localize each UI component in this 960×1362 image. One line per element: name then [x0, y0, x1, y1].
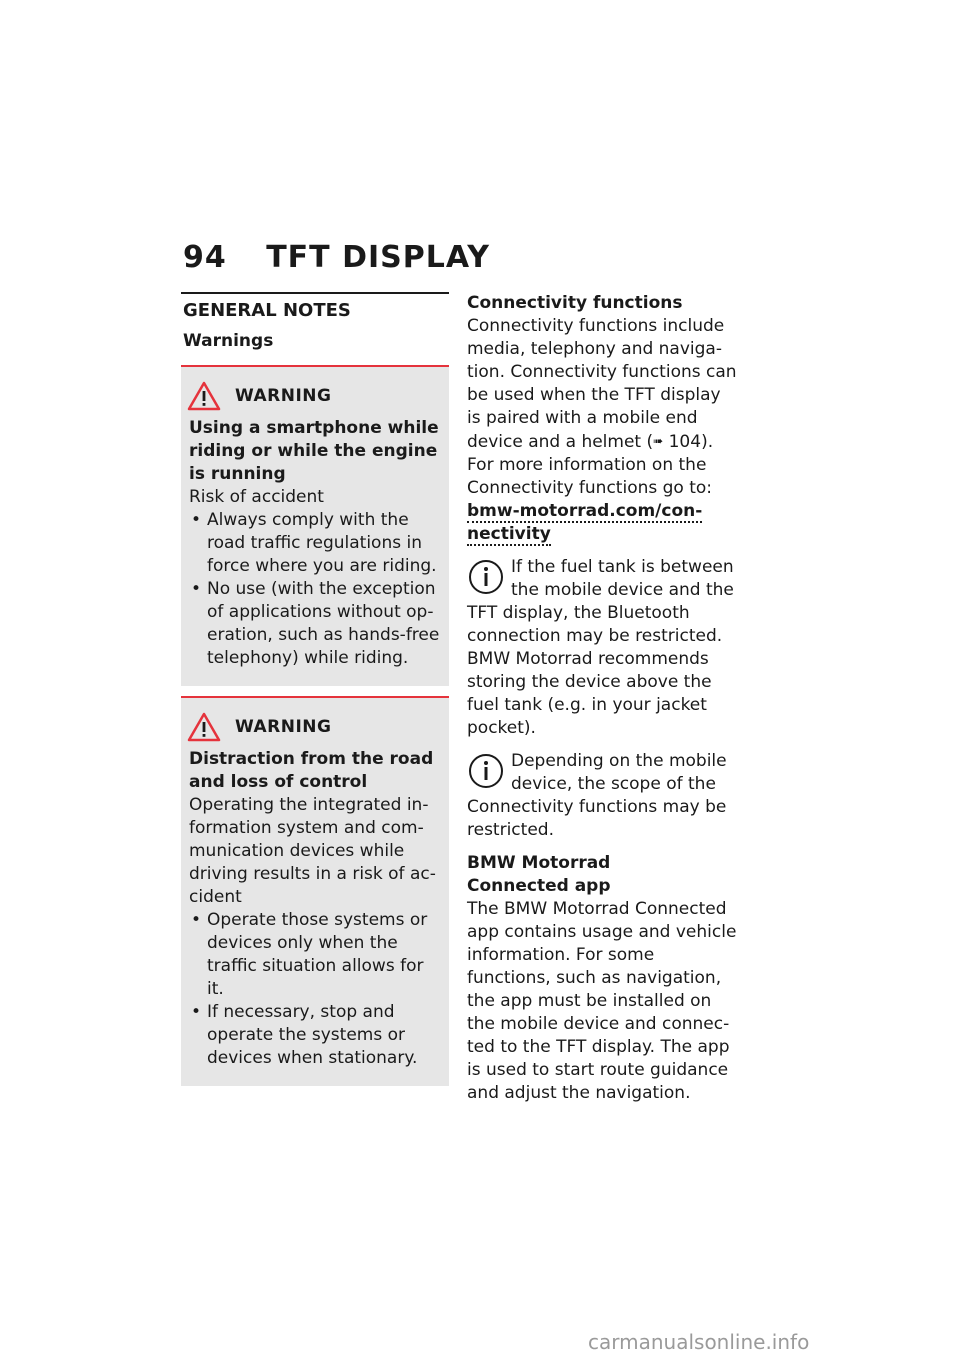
page-number: 94	[183, 240, 227, 275]
right-column	[467, 292, 739, 1105]
section-title: GENERAL NOTES	[183, 300, 351, 321]
page-reference-arrow-icon: ➠	[653, 434, 664, 448]
bullet-item: • No use (with the exception of applications without operation, such as hands-free telephony) while riding.	[189, 578, 441, 670]
chapter-title: TFT DISPLAY	[266, 240, 490, 275]
warning-heading: Using a smartphone while riding or while the engine is running	[189, 418, 439, 484]
warning-bullets	[189, 509, 441, 670]
info-icon	[467, 558, 505, 596]
warning-risk: Operating the integrated information system and communication devices while driving results in a risk of accident	[189, 795, 436, 907]
bullet-item: • Operate those systems or devices only when the traffic situation allows for it.	[189, 909, 441, 1001]
warning-box-smartphone	[181, 365, 449, 686]
warning-triangle-icon	[187, 381, 221, 411]
connectivity-heading: Connectivity functions	[467, 293, 683, 313]
info-note-scope	[467, 750, 739, 842]
more-info-text: For more information on the Connectivity functions go to:	[467, 455, 713, 498]
app-heading: BMW Motorrad Connected app	[467, 853, 611, 896]
subsection-title: Warnings	[183, 331, 274, 351]
warning-box-distraction	[181, 696, 449, 1086]
connectivity-text-end: ).	[701, 432, 714, 452]
info-note-fuel-tank	[467, 556, 739, 740]
page-header	[183, 240, 490, 275]
watermark: carmanualsonline.info	[588, 1330, 810, 1354]
warning-triangle-icon	[187, 712, 221, 742]
section-divider	[181, 292, 449, 294]
connectivity-text: Connectivity functions include media, telephony and navigation. Connectivity functions can be used when the TFT display is paired with a mobile end device and a helmet (	[467, 316, 737, 452]
warning-heading: Distraction from the road and loss of control	[189, 749, 434, 792]
info-note-text: Depending on the mobile device, the scope of the Connectivity functions may be restricted.	[467, 751, 727, 840]
warning-header	[189, 712, 441, 742]
left-column	[181, 292, 449, 1086]
connectivity-link[interactable]: bmw-motorrad.com/connectivity	[467, 501, 703, 544]
bullet-item: • Always comply with the road traffic regulations in force where you are riding.	[189, 509, 441, 578]
info-icon	[467, 752, 505, 790]
info-note-text: If the fuel tank is between the mobile device and the TFT display, the Bluetooth connection may be restricted. BMW Motorrad recommends storing the device above the fuel tank (e.g. in your jacket pocket).	[467, 557, 734, 738]
warning-bullets	[189, 909, 441, 1070]
warning-header	[189, 381, 441, 411]
warning-label: WARNING	[235, 386, 332, 406]
app-paragraph: The BMW Motorrad Connected app contains usage and vehicle information. For some functions, such as navigation, the app must be installed on the mobile device and connected to the TFT display. The app is used to start route guidance and adjust the navigation.	[467, 899, 737, 1103]
bullet-item: • If necessary, stop and operate the systems or devices when stationary.	[189, 1001, 441, 1070]
connectivity-paragraph	[467, 315, 739, 546]
warning-risk: Risk of accident	[189, 487, 324, 507]
page-reference[interactable]: 104	[668, 432, 702, 452]
warning-label: WARNING	[235, 717, 332, 737]
